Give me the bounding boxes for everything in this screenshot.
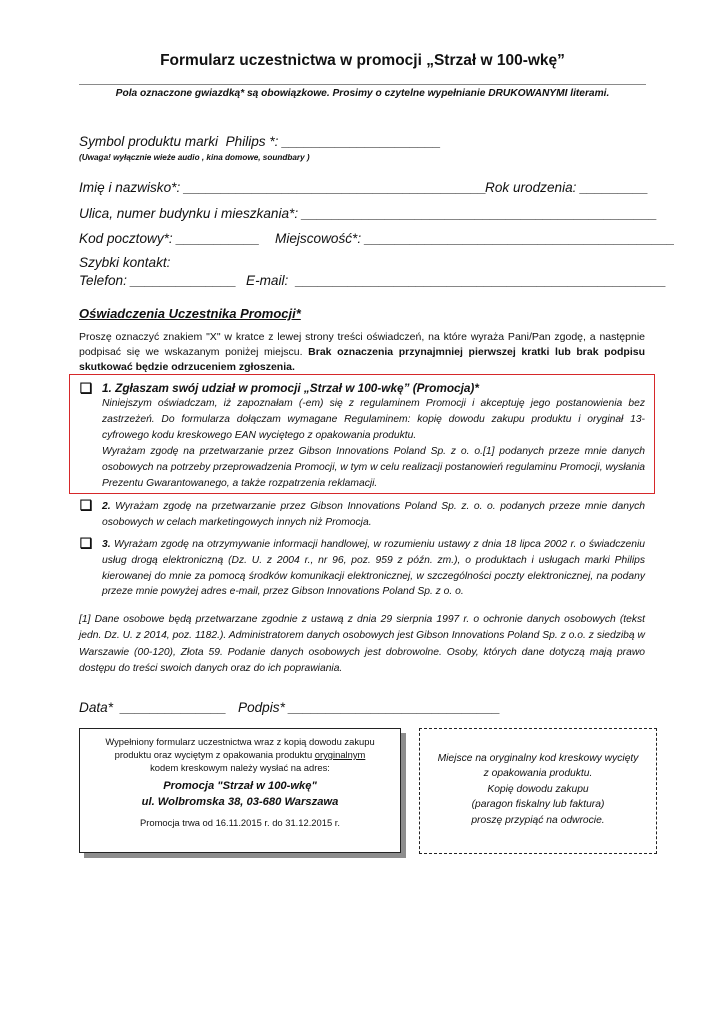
declarations-intro [79,330,645,374]
promotion-period: Promocja trwa od 16.11.2015 r. do 31.12.2015 r. [140,817,340,828]
signature-field[interactable]: Podpis* ____________________________ [238,700,501,715]
checkbox-declaration-1[interactable]: ❏ [79,380,93,396]
declaration-3-text [102,537,645,600]
name-field[interactable]: Imię i nazwisko*: ________________________________________ [79,180,487,195]
declarations-heading: Oświadczenia Uczestnika Promocji* [79,306,301,321]
quick-contact-label: Szybki kontakt: [79,255,171,270]
mailing-instructions-2a: produktu oraz wyciętym z opakowania produktu [114,749,315,760]
declaration-3-number: 3. [102,539,111,550]
mailing-instructions-3: kodem kreskowym należy wysłać na adres: [150,762,330,773]
checkbox-declaration-2[interactable]: ❏ [79,497,93,513]
email-field[interactable]: E-mail: _________________________________________________ [246,273,667,288]
declaration-2-text [102,499,645,531]
intro-text: Proszę oznaczyć znakiem "X" w kratce z lewej strony treści oświadczeń, na które wyraża Pani/Pan zgodę, a następnie podpisać się we wskazanym poniżej miejscu. [79,331,645,358]
mailing-address-line-1: Promocja "Strzał w 100-wkę" [163,780,317,792]
required-fields-note: Pola oznaczone gwiazdką* są obowiązkowe. Prosimy o czytelne wypełnianie DRUKOWANYMI literami. [115,88,610,99]
declaration-2-number: 2. [102,501,111,512]
phone-field[interactable]: Telefon: ______________ [79,273,237,288]
declaration-1-heading: 1. Zgłaszam swój udział w promocji „Strzał w 100-wkę” (Promocja)* [102,381,479,395]
attach-line-3: Kopię dowodu zakupu [487,783,589,795]
mailing-instructions-2b: oryginalnym [314,749,366,760]
date-field[interactable]: Data* ______________ [79,700,227,715]
birth-year-field[interactable]: Rok urodzenia: _________ [485,180,649,195]
mailing-instructions-1: Wypełniony formularz uczestnictwa wraz z kopią dowodu zakupu [105,736,375,747]
intro-warning: Brak oznaczenia przynajmniej pierwszej kratki lub brak podpisu skutkować będzie odrzuceniem zgłoszenia. [79,345,645,373]
title-divider [79,84,646,85]
declaration-1-consent: Wyrażam zgodę na przetwarzanie przez Gibson Innovations Poland Sp. z o. o.[1] podanych przeze mnie danych osobowych na potrzeby przeprowadzenia Promocji, w tym w celu realizacji postanowień regulaminu Promocji, wysłania Prezentu Gwarantowanego, a także rozpatrzenia reklamacji. [102,446,645,489]
data-protection-footnote: [1] Dane osobowe będą przetwarzane zgodnie z ustawą z dnia 29 sierpnia 1997 r. o ochronie danych osobowych (tekst jedn. Dz. U. z 2014, poz. 1182.). Administratorem danych osobowych jest Gibson Innovations Poland Sp. z o.o. z siedzibą w Warszawie (00-120), Złota 59. Podanie danych osobowych jest dobrowolne. Osoby, których dane dotyczą mają prawo dostępu do treści swoich danych oraz do ich poprawiania. [79,614,645,674]
declaration-2-body: Wyrażam zgodę na przetwarzanie przez Gibson Innovations Poland Sp. z. o. o. podanych przeze mnie danych osobowych w celach marketingowych innych niż Promocja. [102,501,645,528]
mailing-instructions-2 [80,748,400,761]
attach-line-4: (paragon fiskalny lub faktura) [471,799,605,811]
attach-line-2: z opakowania produktu. [483,768,593,780]
attach-line-5: proszę przypiąć na odwrocie. [471,814,605,826]
declaration-1-text: Niniejszym oświadczam, iż zapoznałam (-em) się z regulaminem Promocji i akceptuję jego postanowienia bez zastrzeżeń. Do formularza dołączam wymagane Regulaminem: kopię dowodu zakupu produktu i oryginał 13-cyfrowego kodu kreskowego EAN wyciętego z opakowania produktu. [102,398,645,441]
product-symbol-note: (Uwaga! wyłącznie wieże audio , kina domowe, soundbary ) [79,153,310,162]
attach-line-1: Miejsce na oryginalny kod kreskowy wycięty [437,753,639,764]
page-title: Formularz uczestnictwa w promocji „Strzał w 100-wkę” [160,52,565,69]
postal-code-field[interactable]: Kod pocztowy*: ___________ [79,231,260,246]
street-field[interactable]: Ulica, numer budynku i mieszkania*: _______________________________________________ [79,206,658,221]
declaration-3-body: Wyrażam zgodę na otrzymywanie informacji handlowej, w rozumieniu ustawy z dnia 18 lipca 2002 r. o świadczeniu usług drogą elektroniczną (Dz. U. z 2004 r., nr 96, poz. 959 z późn. zm.), o produktach i usługach marki Philips kierowanej do mnie za pomocą środków komunikacji elektronicznej, w szczególności poczty elektronicznej, na podany przeze mnie powyżej adres e-mail, przez Gibson Innovations Poland Sp. z o. o. [102,539,645,598]
checkbox-declaration-3[interactable]: ❏ [79,535,93,551]
mailing-address-line-2: ul. Wolbromska 38, 03-680 Warszawa [141,796,339,808]
product-symbol-field[interactable]: Symbol produktu marki Philips *: _____________________ [79,134,441,149]
city-field[interactable]: Miejscowość*: _________________________________________ [275,231,675,246]
barcode-attachment-box [419,728,657,854]
mailing-address-box [79,728,401,853]
